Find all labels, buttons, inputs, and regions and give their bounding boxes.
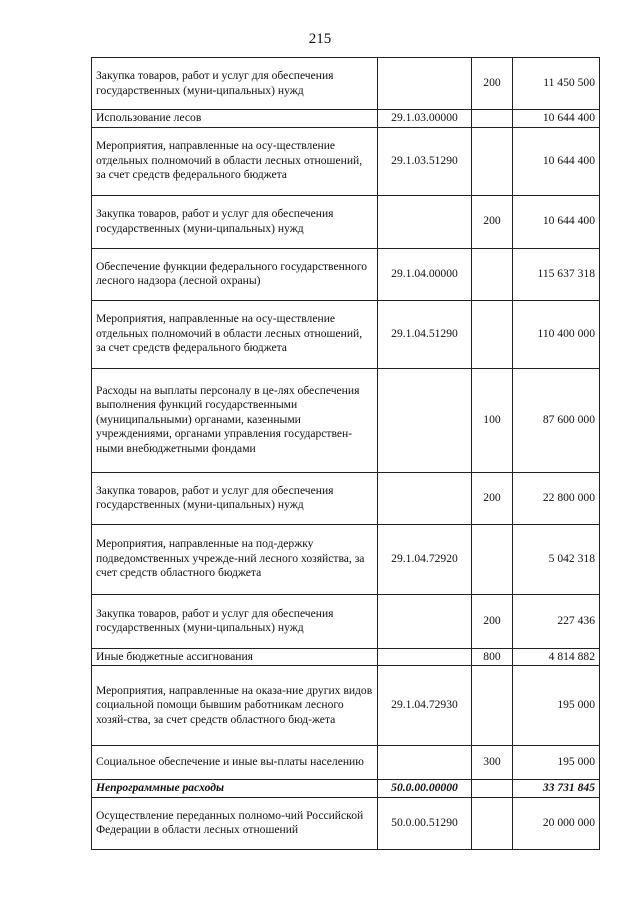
table-row [92, 300, 600, 368]
budget-table [91, 57, 600, 850]
row-code: 50.0.00.51290 [378, 797, 472, 849]
row-code [378, 746, 472, 780]
table-row [92, 58, 600, 110]
table-row [92, 666, 600, 746]
row-code [378, 594, 472, 648]
row-name: Мероприятия, направленные на осу-ществление отдельных полномочий в области лесных отношений, за счет средств федерального бюджета [92, 127, 378, 195]
row-amount: 33 731 845 [513, 780, 600, 798]
row-amount: 10 644 400 [513, 127, 600, 195]
row-expense-type: 100 [472, 368, 513, 472]
row-expense-type [472, 300, 513, 368]
row-name: Иные бюджетные ассигнования [92, 648, 378, 666]
row-amount: 87 600 000 [513, 368, 600, 472]
row-amount: 195 000 [513, 666, 600, 746]
row-code [378, 368, 472, 472]
table-row [92, 248, 600, 300]
row-name: Расходы на выплаты персоналу в це-лях обеспечения выполнения функций государственными (муниципальными) органами, казенными учреждениями, органами управления государствен-ными внебюджетными фондами [92, 368, 378, 472]
table-row [92, 472, 600, 524]
row-amount: 10 644 400 [513, 110, 600, 128]
table-row [92, 524, 600, 594]
row-expense-type: 200 [472, 58, 513, 110]
row-name: Закупка товаров, работ и услуг для обеспечения государственных (муни-ципальных) нужд [92, 594, 378, 648]
table-row-total [92, 780, 600, 798]
row-code: 29.1.04.00000 [378, 248, 472, 300]
row-code: 29.1.04.51290 [378, 300, 472, 368]
row-expense-type [472, 248, 513, 300]
row-amount: 20 000 000 [513, 797, 600, 849]
table-row [92, 127, 600, 195]
row-expense-type [472, 110, 513, 128]
table-row [92, 594, 600, 648]
table-row [92, 195, 600, 248]
row-amount: 5 042 318 [513, 524, 600, 594]
row-expense-type: 300 [472, 746, 513, 780]
row-expense-type: 200 [472, 594, 513, 648]
row-name: Закупка товаров, работ и услуг для обеспечения государственных (муни-ципальных) нужд [92, 58, 378, 110]
row-expense-type: 200 [472, 472, 513, 524]
row-name: Социальное обеспечение и иные вы-платы населению [92, 746, 378, 780]
row-amount: 195 000 [513, 746, 600, 780]
row-name: Закупка товаров, работ и услуг для обеспечения государственных (муни-ципальных) нужд [92, 195, 378, 248]
row-name: Мероприятия, направленные на под-держку подведомственных учрежде-ний лесного хозяйства, за счет средств областного бюджета [92, 524, 378, 594]
row-name: Закупка товаров, работ и услуг для обеспечения государственных (муни-ципальных) нужд [92, 472, 378, 524]
row-code: 29.1.04.72920 [378, 524, 472, 594]
row-name: Мероприятия, направленные на осу-ществление отдельных полномочий в области лесных отношений, за счет средств федерального бюджета [92, 300, 378, 368]
row-expense-type [472, 797, 513, 849]
row-code: 29.1.04.72930 [378, 666, 472, 746]
table-row [92, 368, 600, 472]
row-code [378, 472, 472, 524]
row-amount: 4 814 882 [513, 648, 600, 666]
row-amount: 115 637 318 [513, 248, 600, 300]
row-name: Мероприятия, направленные на оказа-ние других видов социальной помощи бывшим работникам лесного хозяй-ства, за счет средств областного бюд-жета [92, 666, 378, 746]
row-expense-type: 200 [472, 195, 513, 248]
row-code [378, 648, 472, 666]
row-name: Использование лесов [92, 110, 378, 128]
row-code: 29.1.03.00000 [378, 110, 472, 128]
row-name: Осуществление переданных полномо-чий Российской Федерации в области лесных отношений [92, 797, 378, 849]
table-row [92, 648, 600, 666]
row-expense-type [472, 127, 513, 195]
row-expense-type [472, 666, 513, 746]
row-amount: 227 436 [513, 594, 600, 648]
row-amount: 22 800 000 [513, 472, 600, 524]
page-number: 215 [308, 31, 332, 47]
row-code [378, 58, 472, 110]
row-amount: 10 644 400 [513, 195, 600, 248]
row-name: Обеспечение функции федерального государственного лесного надзора (лесной охраны) [92, 248, 378, 300]
row-amount: 110 400 000 [513, 300, 600, 368]
table-row [92, 797, 600, 849]
row-code: 29.1.03.51290 [378, 127, 472, 195]
row-amount: 11 450 500 [513, 58, 600, 110]
row-expense-type: 800 [472, 648, 513, 666]
row-code: 50.0.00.00000 [378, 780, 472, 798]
row-code [378, 195, 472, 248]
row-name: Непрограммные расходы [92, 780, 378, 798]
row-expense-type [472, 780, 513, 798]
row-expense-type [472, 524, 513, 594]
table-row [92, 746, 600, 780]
table-row [92, 110, 600, 128]
